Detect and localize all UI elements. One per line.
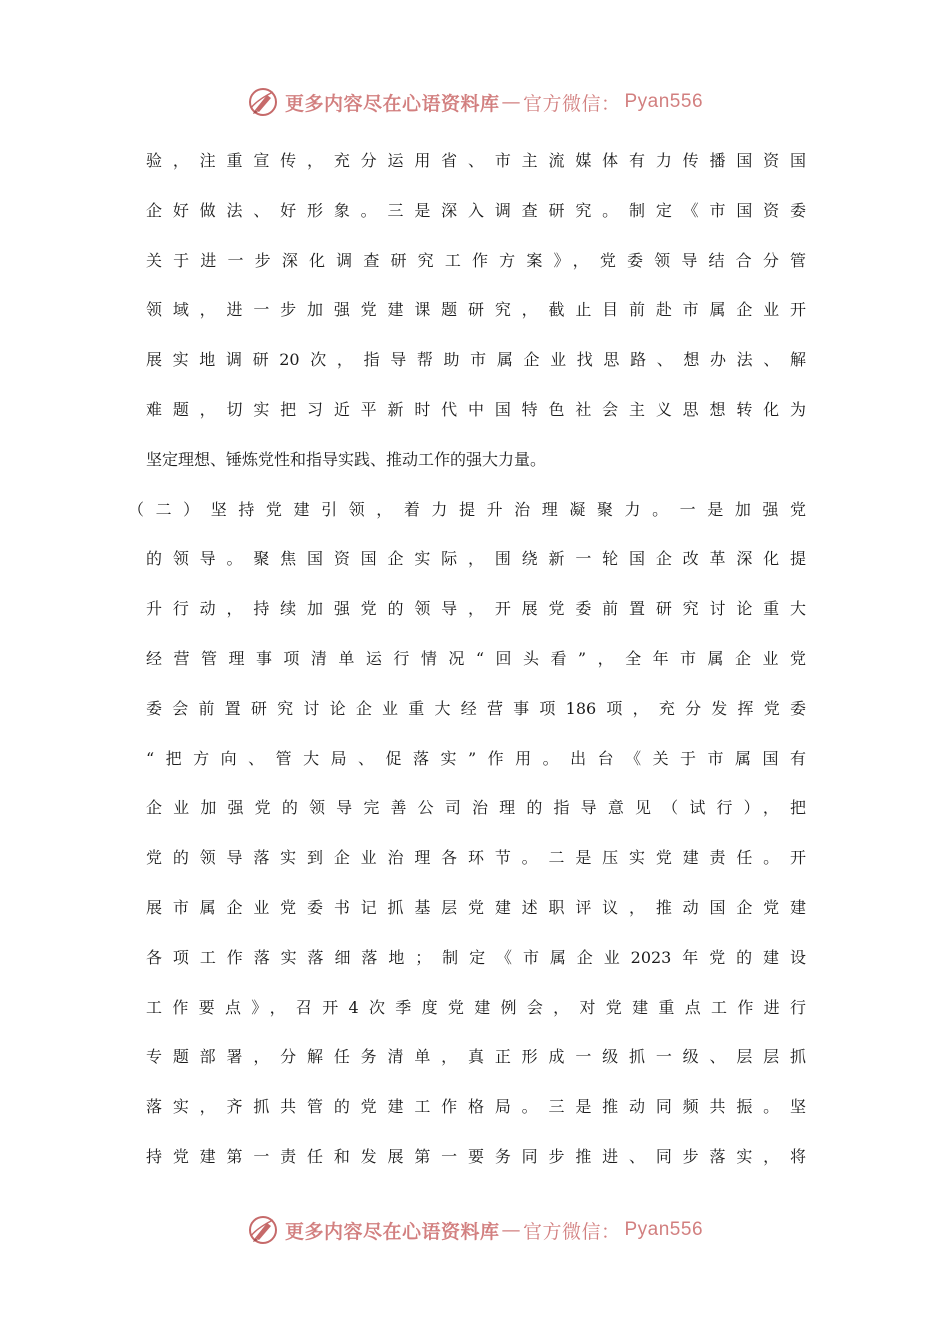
text-line: 领域，进一步加强党建课题研究，截止目前赴市属企业开 [146,300,806,320]
text-line: 展实地调研20次，指导帮助市属企业找思路、想办法、解 [146,350,806,370]
document-body [128,148,806,1194]
text-line: “把方向、管大局、促落实”作用。出台《关于市属国有 [146,748,806,768]
text-line: 坚定理想、锤炼党性和指导实践、推动工作的强大力量。 [146,449,547,469]
text-line: 企好做法、好形象。三是深入调查研究。制定《市国资委 [146,200,806,220]
section-heading-line: （二）坚持党建引领，着力提升治理凝聚力。一是加强党 [128,499,806,519]
watermark-wechat-id: Pyan556 [624,1219,704,1240]
text-line: 展市属企业党委书记抓基层党建述职评议，推动国企党建 [146,897,806,917]
text-line: 委会前置研究讨论企业重大经营事项186项，充分发挥党委 [146,698,806,718]
watermark-label: 官方微信： [522,1220,621,1243]
text-line: 企业加强党的领导完善公司治理的指导意见（试行），把 [146,798,806,818]
text-line: 专题部署，分解任务清单，真正形成一级抓一级、层层抓 [146,1047,806,1067]
watermark-wechat-id: Pyan556 [624,91,704,112]
text-line: 升行动，持续加强党的领导，开展党委前置研究讨论重大 [146,599,806,619]
text-line: 经营管理事项清单运行情况“回头看”，全年市属企业党 [146,648,806,668]
text-line: 各项工作落实落细落地；制定《市属企业2023年党的建设 [146,947,806,967]
pen-logo-icon [247,86,279,118]
text-line: 持党建第一责任和发展第一要务同步推进、同步落实，将 [146,1146,806,1166]
watermark-label: 官方微信： [522,92,621,115]
watermark-dash: — [501,1219,521,1241]
text-line: 落实，齐抓共管的党建工作格局。三是推动同频共振。坚 [146,1097,806,1117]
text-line: 验，注重宣传，充分运用省、市主流媒体有力传播国资国 [146,151,806,170]
text-line: 党的领导落实到企业治理各环节。二是压实党建责任。开 [146,848,806,868]
pen-logo-icon [247,1214,279,1246]
text-line: 工作要点》，召开4次季度党建例会，对党建重点工作进行 [146,997,806,1017]
text-line: 关于进一步深化调查研究工作方案》，党委领导结合分管 [146,250,806,270]
watermark-footer [0,1212,950,1248]
text-line: 的领导。聚焦国资国企实际，围绕新一轮国企改革深化提 [146,549,806,569]
watermark-header [0,84,950,120]
watermark-title: 更多内容尽在心语资料库 [284,1220,500,1243]
watermark-dash: — [501,91,521,113]
watermark-title: 更多内容尽在心语资料库 [284,92,500,115]
text-line: 难题，切实把习近平新时代中国特色社会主义思想转化为 [146,399,806,419]
